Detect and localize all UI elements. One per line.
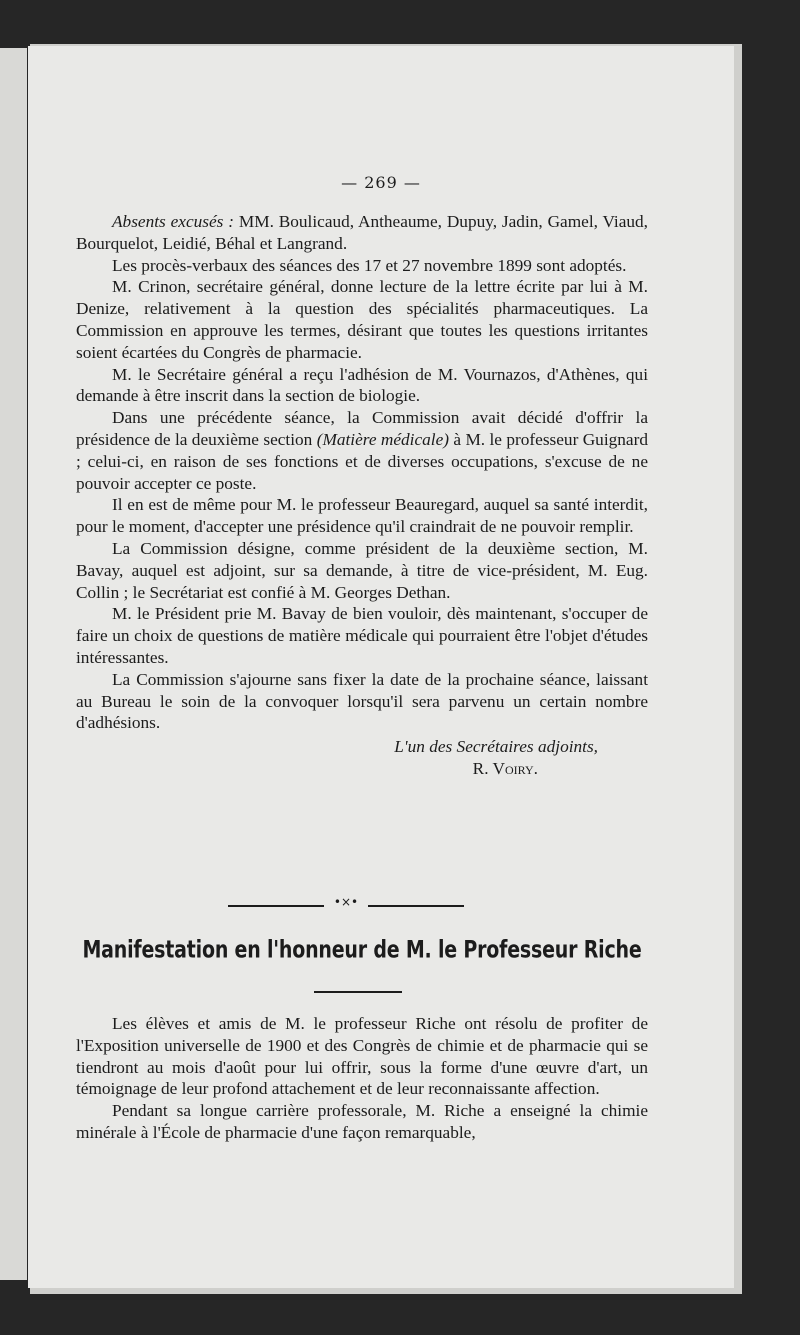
absentees-label: Absents excusés :: [112, 212, 234, 231]
paragraph-minutes-adopted: Les procès-verbaux des séances des 17 et 27 novembre 1899 sont adoptés.: [112, 255, 627, 275]
paragraph-riche-career: Pendant sa longue carrière professorale, M. Riche a enseigné la chimie minérale à l'École de pharmacie d'une façon remarquable,: [76, 1101, 648, 1142]
paragraph-bavay-president: La Commission désigne, comme président de la deuxième section, M. Bavay, auquel est adjoint, sur sa demande, à titre de vice-président, M. Eug. Collin ; le Secrétariat est confié à M. Georges Dethan.: [76, 538, 648, 602]
paragraph-guignard: [76, 407, 648, 494]
absentees-names: MM. Boulicaud, Antheaume, Dupuy, Jadin, Gamel, Viaud, Bourquelot, Leidié, Béhal et Langrand.: [76, 212, 648, 253]
facing-page-edge: [0, 48, 27, 1280]
section-heading: Manifestation en l'honneur de M. le Professeur Riche: [82, 936, 642, 964]
paragraph-crinon-letter: M. Crinon, secrétaire général, donne lecture de la lettre écrite par lui à M. Denize, relativement à la question des spécialités pharmaceutiques. La Commission en approuve les termes, désirant que toutes les questions irritantes soient écartées du Congrès de pharmacie.: [76, 277, 648, 362]
minutes-text-block: [76, 211, 648, 780]
page-number: — 269 —: [341, 173, 421, 192]
paragraph-vournazos: M. le Secrétaire général a reçu l'adhésion de M. Vournazos, d'Athènes, qui demande à être inscrit dans la section de biologie.: [76, 364, 648, 406]
book-page: [28, 46, 734, 1288]
paragraph-adjourn: La Commission s'ajourne sans fixer la date de la prochaine séance, laissant au Bureau le soin de la convoquer lorsqu'il sera parvenu un certain nombre d'adhésions.: [76, 669, 648, 733]
signature-name: R. Voiry.: [472, 758, 538, 778]
signature-title: L'un des Secrétaires adjoints,: [394, 737, 598, 757]
absentees-paragraph: [76, 211, 648, 255]
ornament-line-left: [228, 905, 324, 907]
p5-part-a: Dans une précédente séance, la Commission avait décidé d'offrir la présidence de la deuxième section: [76, 408, 648, 449]
paragraph-beauregard: Il en est de même pour M. le professeur Beauregard, auquel sa santé interdit, pour le moment, d'accepter une présidence qu'il craindrait de ne pouvoir remplir.: [76, 495, 648, 537]
paragraph-matiere-medicale: M. le Président prie M. Bavay de bien vouloir, dès maintenant, s'occuper de faire un choix de questions de matière médicale qui pourraient être l'objet d'études intéressantes.: [76, 604, 648, 667]
heading-rule: [314, 991, 402, 993]
paragraph-riche-tribute: Les élèves et amis de M. le professeur Riche ont résolu de profiter de l'Exposition universelle de 1900 et des Congrès de chimie et de pharmacie qui se tiendront au mois d'août pour lui offrir, sous la forme d'une œuvre d'art, un témoignage de leur profond attachement et de leur reconnaissante affection.: [76, 1014, 648, 1099]
p5-part-b: à M. le professeur Guignard ; celui-ci, en raison de ses fonctions et de diverses occupations, s'excuse de ne pouvoir accepter ce poste.: [76, 429, 648, 493]
p5-italic: (Matière médicale): [316, 429, 450, 449]
ornament-line-right: [368, 905, 464, 907]
section-ornament: [228, 895, 464, 911]
ornament-glyph: •×•: [333, 895, 359, 909]
riche-text-block: [76, 1013, 648, 1144]
